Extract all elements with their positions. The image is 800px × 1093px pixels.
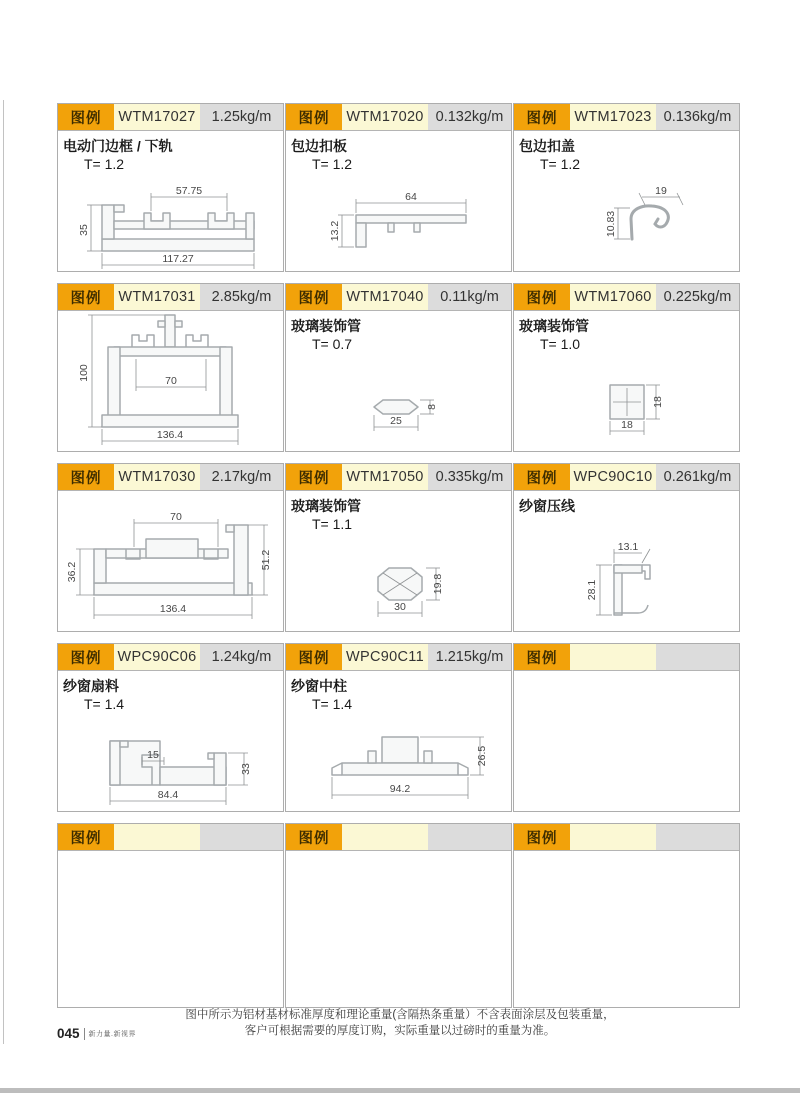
profile-drawing: [58, 715, 283, 811]
card-wpc90c11: [285, 643, 512, 812]
dimension-label: 136.4: [156, 429, 184, 441]
card-body: [286, 491, 511, 631]
model-code: WTM17050: [342, 464, 428, 490]
model-code: WTM17020: [342, 104, 428, 130]
dimension-label: 35: [78, 224, 90, 236]
dimension-label: 30: [394, 601, 406, 613]
dimension-label: 70: [170, 511, 182, 523]
card-empty-r5c1: [57, 823, 284, 1008]
page-tagline: 新力量.新视界: [88, 1030, 136, 1038]
card-wtm17050: [285, 463, 512, 632]
row-1: [57, 103, 740, 272]
model-code: WTM17023: [570, 104, 656, 130]
profile-title: 电动门边框 / 下轨: [63, 138, 173, 154]
model-code: [570, 824, 656, 850]
card-header: [58, 284, 283, 311]
profile-drawing: [286, 175, 511, 271]
weight-value: 1.24kg/m: [200, 644, 283, 670]
model-code: WPC90C10: [570, 464, 656, 490]
card-wtm17023: [513, 103, 740, 272]
card-wtm17020: [285, 103, 512, 272]
card-header: [514, 464, 739, 491]
dimension-label: 136.4: [159, 603, 187, 615]
dimension-label: 70: [165, 375, 177, 387]
profile-drawing: [58, 311, 283, 449]
legend-badge: 图例: [514, 644, 570, 670]
dimension-label: 13.1: [617, 541, 639, 553]
legend-badge: 图例: [286, 284, 342, 310]
card-empty-r5c3: [513, 823, 740, 1008]
footer-note-line1: 图中所示为铝材基材标准厚度和理论重量(含隔热条重量）不含表面涂层及包装重量，: [185, 1009, 615, 1021]
profile-drawing: [58, 491, 283, 629]
card-header: [514, 824, 739, 851]
profile-drawing: [58, 175, 283, 271]
dimension-label: 25: [390, 415, 402, 427]
thickness-label: T= 1.2: [84, 156, 125, 172]
card-body: [286, 671, 511, 811]
card-wtm17060: [513, 283, 740, 452]
weight-value: 2.17kg/m: [200, 464, 283, 490]
model-code: [114, 824, 200, 850]
model-code: [570, 644, 656, 670]
dimension-label: 13.2: [329, 220, 341, 242]
weight-value: 0.225kg/m: [656, 284, 739, 310]
card-header: [286, 824, 511, 851]
dimension-label: 8: [426, 404, 438, 410]
dimension-label: 57.75: [175, 185, 203, 197]
thickness-label: T= 1.2: [312, 156, 353, 172]
dimension-label: 84.4: [157, 789, 179, 801]
card-header: [58, 104, 283, 131]
card-wtm17031: [57, 283, 284, 452]
card-header: [286, 464, 511, 491]
model-code: WTM17030: [114, 464, 200, 490]
weight-value: 1.25kg/m: [200, 104, 283, 130]
profile-drawing: [514, 355, 739, 451]
weight-value: 0.136kg/m: [656, 104, 739, 130]
legend-badge: 图例: [58, 284, 114, 310]
bottom-edge-strip: [0, 1088, 800, 1093]
card-body: [514, 311, 739, 451]
card-header: [286, 104, 511, 131]
card-header: [58, 464, 283, 491]
legend-badge: 图例: [514, 284, 570, 310]
dimension-label: 51.2: [260, 549, 272, 571]
card-empty-r4c3: [513, 643, 740, 812]
weight-value: 1.215kg/m: [428, 644, 511, 670]
profile-title: 玻璃装饰管: [291, 318, 361, 334]
dimension-label: 19.8: [432, 573, 444, 595]
card-body: [58, 491, 283, 629]
card-wpc90c10: [513, 463, 740, 632]
dimension-label: 100: [78, 364, 90, 382]
card-body: [514, 131, 739, 271]
dimension-label: 10.83: [605, 210, 617, 238]
thickness-label: T= 1.2: [540, 156, 581, 172]
profile-drawing: [514, 175, 739, 271]
weight-value: [656, 644, 739, 670]
weight-value: 2.85kg/m: [200, 284, 283, 310]
dimension-label: 117.27: [162, 253, 194, 265]
thickness-label: T= 0.7: [312, 336, 353, 352]
card-wtm17040: [285, 283, 512, 452]
card-body: [58, 131, 283, 271]
footer-note-line2: 客户可根据需要的厚度订购，实际重量以过磅时的重量为准。: [244, 1025, 556, 1037]
dimension-label: 26.5: [476, 745, 488, 767]
profile-title: 玻璃装饰管: [291, 498, 361, 514]
weight-value: 0.261kg/m: [656, 464, 739, 490]
legend-badge: 图例: [58, 644, 114, 670]
profile-title: 纱窗扇料: [63, 678, 119, 694]
card-body: [286, 311, 511, 451]
profile-title: 包边扣盖: [519, 138, 575, 154]
card-body: [286, 131, 511, 271]
thickness-label: T= 1.4: [312, 696, 353, 712]
row-2: [57, 283, 740, 452]
model-code: WTM17040: [342, 284, 428, 310]
card-header: [58, 824, 283, 851]
weight-value: 0.335kg/m: [428, 464, 511, 490]
dimension-label: 18: [621, 419, 633, 431]
card-wtm17030: [57, 463, 284, 632]
dimension-label: 18: [652, 396, 664, 408]
card-body: [514, 491, 739, 631]
page-number-divider: [84, 1028, 85, 1040]
profile-title: 包边扣板: [291, 138, 347, 154]
legend-badge: 图例: [514, 464, 570, 490]
profile-drawing: [286, 535, 511, 631]
profile-drawing: [286, 355, 511, 451]
card-wtm17027: [57, 103, 284, 272]
profile-drawing: [514, 535, 739, 631]
legend-badge: 图例: [286, 104, 342, 130]
profile-title: 纱窗中柱: [291, 678, 347, 694]
card-header: [514, 644, 739, 671]
card-header: [514, 104, 739, 131]
card-header: [514, 284, 739, 311]
profile-title: 玻璃装饰管: [519, 318, 589, 334]
legend-badge: 图例: [286, 464, 342, 490]
dimension-label: 94.2: [389, 783, 411, 795]
legend-badge: 图例: [58, 464, 114, 490]
weight-value: 0.132kg/m: [428, 104, 511, 130]
card-header: [58, 644, 283, 671]
model-code: WTM17060: [570, 284, 656, 310]
legend-badge: 图例: [58, 824, 114, 850]
legend-badge: 图例: [58, 104, 114, 130]
card-empty-r5c2: [285, 823, 512, 1008]
legend-badge: 图例: [514, 104, 570, 130]
weight-value: [656, 824, 739, 850]
card-header: [286, 644, 511, 671]
thickness-label: T= 1.4: [84, 696, 125, 712]
thickness-label: [514, 515, 739, 535]
legend-badge: 图例: [286, 824, 342, 850]
model-code: WTM17031: [114, 284, 200, 310]
dimension-label: 33: [240, 763, 252, 775]
page-number: 045: [57, 1026, 80, 1041]
weight-value: [428, 824, 511, 850]
legend-badge: 图例: [514, 824, 570, 850]
page-number-block: [57, 1026, 136, 1041]
weight-value: 0.11kg/m: [428, 284, 511, 310]
left-margin-rule: [3, 100, 4, 1044]
model-code: [342, 824, 428, 850]
legend-badge: 图例: [286, 644, 342, 670]
card-body: [58, 671, 283, 811]
profile-drawing: [286, 715, 511, 811]
card-body: [58, 311, 283, 449]
dimension-label: 19: [655, 185, 667, 197]
card-wpc90c06: [57, 643, 284, 812]
model-code: WPC90C06: [114, 644, 200, 670]
profile-title: 纱窗压线: [519, 498, 575, 514]
row-5: [57, 823, 740, 1008]
dimension-label: 28.1: [586, 579, 598, 601]
model-code: WTM17027: [114, 104, 200, 130]
thickness-label: T= 1.1: [312, 516, 353, 532]
dimension-label: 36.2: [66, 561, 78, 583]
row-3: [57, 463, 740, 632]
dimension-label: 64: [405, 191, 417, 203]
dimension-label: 15: [147, 749, 159, 761]
weight-value: [200, 824, 283, 850]
thickness-label: T= 1.0: [540, 336, 581, 352]
model-code: WPC90C11: [342, 644, 428, 670]
card-header: [286, 284, 511, 311]
row-4: [57, 643, 740, 812]
